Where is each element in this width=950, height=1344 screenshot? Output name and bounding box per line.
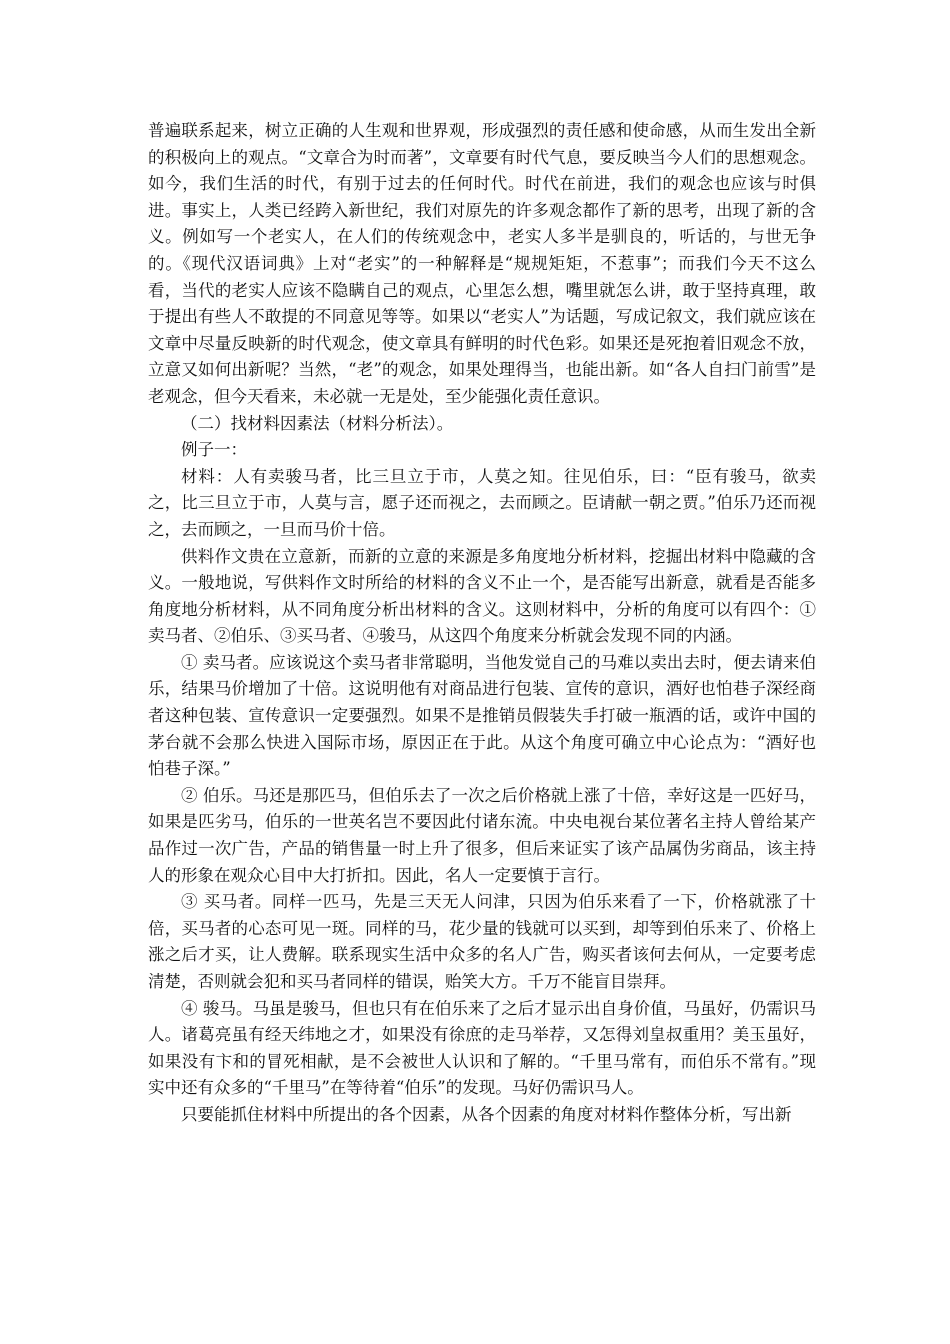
document-body bbox=[148, 118, 816, 1129]
angle-buyer-paragraph: ③ 买马者。同样一匹马，先是三天无人问津，只因为伯乐来看了一下，价格就涨了十倍，买马者的心态可见一斑。同样的马，花少量的钱就可以买到，却等到伯乐来了、价格上涨之后才买，让人费解。联系现实生活中众多的名人广告，购买者该何去何从，一定要考虑清楚，否则就会犯和买马者同样的错误，贻笑大方。千万不能盲目崇拜。 bbox=[148, 892, 816, 991]
angle-bole-paragraph: ② 伯乐。马还是那匹马，但伯乐去了一次之后价格就上涨了十倍，幸好这是一匹好马，如果是匹劣马，伯乐的一世英名岂不要因此付诸东流。中央电视台某位著名主持人曾给某产品作过一次广告，产品的销售量一时上升了很多，但后来证实了该产品属伪劣商品，该主持人的形象在观众心目中大打折扣。因此，名人一定要慎于言行。 bbox=[148, 785, 816, 885]
angle-seller-paragraph: ① 卖马者。应该说这个卖马者非常聪明，当他发觉自己的马难以卖出去时，便去请来伯乐，结果马价增加了十倍。这说明他有对商品进行包装、宣传的意识，酒好也怕巷子深经商者这种包装、宣传意识一定要强烈。如果不是推销员假装失手打破一瓶酒的话，或许中国的茅台就不会那么快进入国际市场，原因正在于此。从这个角度可确立中心论点为：“酒好也怕巷子深。” bbox=[148, 652, 816, 779]
section-heading-material-factor-method: （二）找材料因素法（材料分析法）。 bbox=[181, 413, 454, 433]
example-label: 例子一： bbox=[181, 440, 247, 460]
paragraph-continuation: 普遍联系起来，树立正确的人生观和世界观，形成强烈的责任感和使命感，从而生发出全新的积极向上的观点。“文章合为时而著”，文章要有时代气息，要反映当今人们的思想观念。如今，我们生活的时代，有别于过去的任何时代。时代在前进，我们的观念也应该与时俱进。事实上，人类已经跨入新世纪，我们对原先的许多观念都作了新的思考，出现了新的含义。例如写一个老实人，在人们的传统观念中，老实人多半是驯良的，听话的，与世无争的。《现代汉语词典》上对“老实”的一种解释是“规规矩矩，不惹事”；而我们今天不这么看，当代的老实人应该不隐瞒自己的观点，心里怎么想，嘴里就怎么讲，敢于坚持真理，敢于提出有些人不敢提的不同意见等等。如果以“老实人”为话题，写成记叙文，我们就应该在文章中尽量反映新的时代观念，使文章具有鲜明的时代色彩。如果还是死抱着旧观念不放，立意又如何出新呢？当然，“老”的观念，如果处理得当，也能出新。如“各人自扫门前雪”是老观念，但今天看来，未必就一无是处，至少能强化责任意识。 bbox=[148, 121, 816, 406]
closing-paragraph: 只要能抓住材料中所提出的各个因素，从各个因素的角度对材料作整体分析，写出新 bbox=[181, 1104, 792, 1124]
angle-horse-paragraph: ④ 骏马。马虽是骏马，但也只有在伯乐来了之后才显示出自身价值，马虽好，仍需识马人。诸葛亮虽有经天纬地之才，如果没有徐庶的走马举荐，又怎得刘皇叔重用？美玉虽好，如果没有卞和的冒死相献，是不会被世人认识和了解的。“千里马常有，而伯乐不常有。”现实中还有众多的“千里马”在等待着“伯乐”的发现。马好仍需识马人。 bbox=[148, 998, 816, 1098]
material-paragraph: 材料：人有卖骏马者，比三旦立于市，人莫之知。往见伯乐，曰：“臣有骏马，欲卖之，比三旦立于市，人莫与言，愿子还而视之，去而顾之。臣请献一朝之贾。”伯乐乃还而视之，去而顾之，一旦而马价十倍。 bbox=[148, 466, 816, 539]
analysis-intro-paragraph: 供料作文贵在立意新，而新的立意的来源是多角度地分析材料，挖掘出材料中隐藏的含义。一般地说，写供料作文时所给的材料的含义不止一个，是否能写出新意，就看是否能多角度地分析材料，从不同角度分析出材料的含义。这则材料中，分析的角度可以有四个：①卖马者、②伯乐、③买马者、④骏马，从这四个角度来分析就会发现不同的内涵。 bbox=[148, 546, 816, 646]
